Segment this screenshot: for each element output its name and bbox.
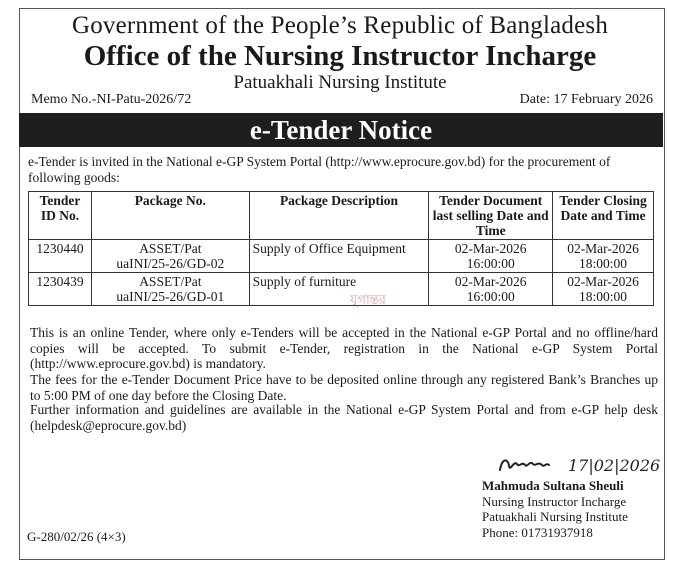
closing-date-cell: 02-Mar-2026 18:00:00: [553, 273, 654, 306]
col-header-closing-date: Tender Closing Date and Time: [553, 192, 654, 240]
memo-number: Memo No.-NI-Patu-2026/72: [31, 92, 192, 107]
signatory-name: Mahmuda Sultana Sheuli: [482, 478, 624, 493]
signature-scribble-icon: [500, 460, 549, 470]
further-info-paragraph: Further information and guidelines are available in the National e-GP System Portal and from e-GP help desk (helpdesk@eprocure.gov.bd): [30, 402, 658, 433]
tender-id-cell: 1230440: [29, 240, 92, 273]
closing-date-cell: 02-Mar-2026 18:00:00: [553, 240, 654, 273]
signature-date: 17|02|2026: [568, 456, 661, 475]
table-row: [29, 240, 654, 273]
table-row: [29, 273, 654, 306]
fees-paragraph: The fees for the e-Tender Document Price have to be deposited online through any registered Bank’s Branches up to 5:00 PM of one day before the Closing Date.: [30, 372, 658, 403]
package-no-cell: ASSET/Pat uaINI/25-26/GD-01: [91, 273, 249, 306]
newspaper-watermark: যুগান্তর: [350, 292, 386, 307]
government-heading: Government of the People’s Republic of Bangladesh: [71, 12, 609, 39]
ad-code: G-280/02/26 (4×3): [27, 529, 126, 544]
office-heading: Office of the Nursing Instructor Incharge: [83, 40, 597, 72]
description-cell: Supply of Office Equipment: [249, 240, 429, 273]
col-header-description: Package Description: [249, 192, 429, 240]
table-header-row: [29, 192, 654, 240]
tender-id-cell: 1230439: [29, 273, 92, 306]
notice-title-banner: e-Tender Notice: [19, 113, 663, 147]
online-tender-paragraph: This is an online Tender, where only e-Tenders will be accepted in the National e-GP Portal and no offline/hard copies will be accepted. To submit e-Tender, registration in the National e-GP System Portal (http://www.eprocure.gov.bd) is mandatory.: [30, 325, 658, 371]
institute-heading: Patuakhali Nursing Institute: [233, 72, 447, 93]
signatory-designation: Nursing Instructor Incharge: [482, 493, 627, 509]
selling-date-cell: 02-Mar-2026 16:00:00: [429, 273, 553, 306]
col-header-selling-date: Tender Document last selling Date and Time: [429, 192, 553, 240]
selling-date-cell: 02-Mar-2026 16:00:00: [429, 240, 553, 273]
description-cell: Supply of furniture: [249, 273, 429, 306]
notice-date: Date: 17 February 2026: [519, 92, 653, 107]
signature-block: [482, 478, 662, 540]
package-no-cell: ASSET/Pat uaINI/25-26/GD-02: [91, 240, 249, 273]
tender-table: [28, 191, 654, 306]
col-header-tender-id: Tender ID No.: [29, 192, 92, 240]
intro-paragraph: e-Tender is invited in the National e-GP System Portal (http://www.eprocure.gov.bd) for the procurement of following goods:: [28, 154, 611, 185]
signatory-institute: Patuakhali Nursing Institute: [482, 509, 628, 524]
signatory-phone: Phone: 01731937918: [482, 524, 593, 540]
handwritten-signature: [498, 452, 661, 476]
col-header-package-no: Package No.: [91, 192, 249, 240]
